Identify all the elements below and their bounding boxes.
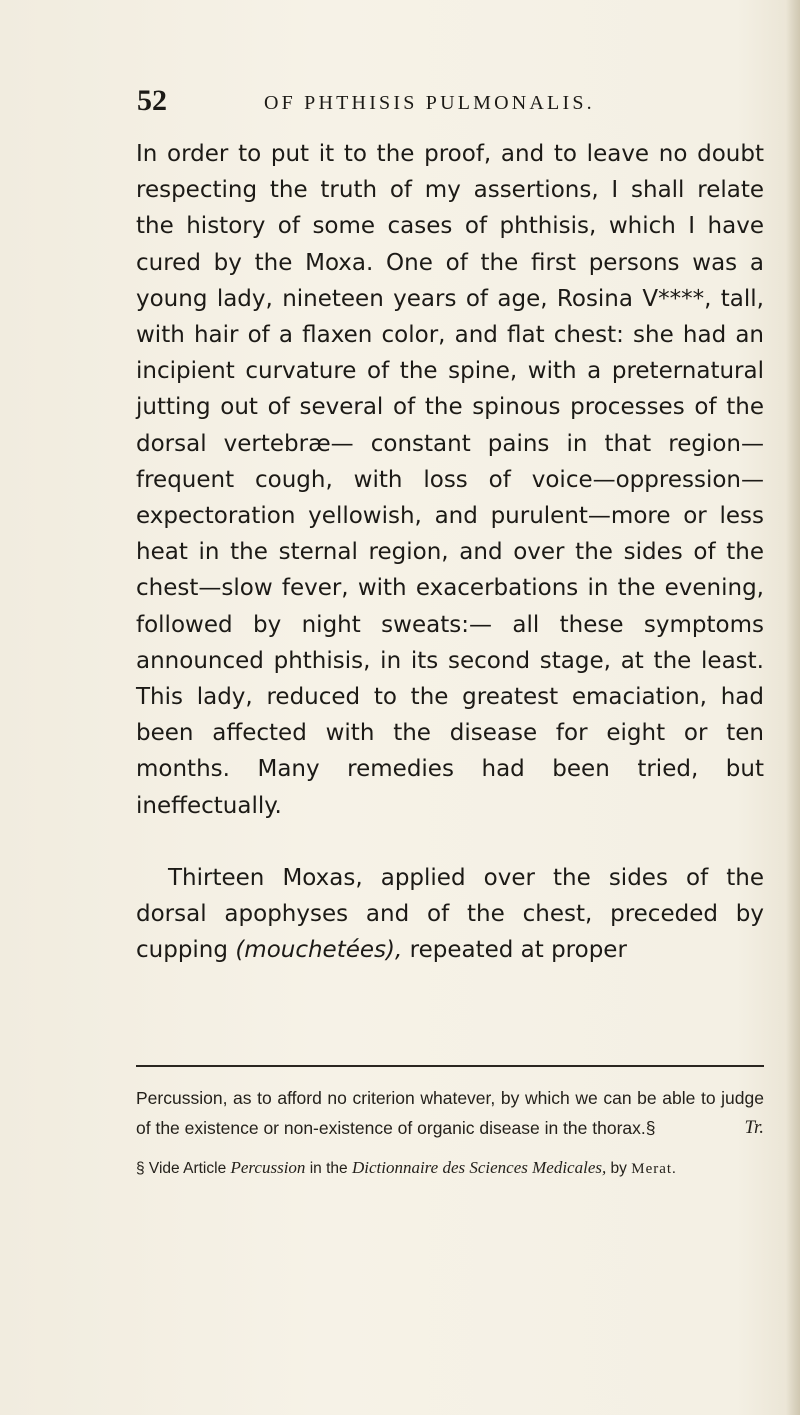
footnote-2-prefix: § Vide Article — [136, 1160, 231, 1177]
footnote-1-text: Percussion, as to afford no criterion whatever, by which we can be able to judge of the existence or non-existence of organic disease in the thorax.§ — [136, 1088, 764, 1138]
paragraph-2-text-end: repeated at proper — [402, 937, 627, 964]
footnote-2-mid: in the — [305, 1160, 352, 1177]
paragraph-2-italic-term: (mouchetées), — [235, 937, 403, 964]
footnote-1 — [136, 1083, 764, 1143]
translator-mark: Tr. — [744, 1117, 764, 1138]
page-number: 52 — [137, 84, 167, 117]
paragraph-2 — [136, 860, 764, 969]
footnote-2-dictionary-title: Dictionnaire des Sciences Medicales, — [351, 1158, 607, 1177]
paragraph-2-text-start: Thirteen Moxas, applied over the sides of the dorsal apophyses and of the chest, preceded by cupping — [136, 864, 764, 964]
footnote-2-article-title: Percussion — [230, 1158, 306, 1177]
footnotes — [136, 1083, 764, 1180]
footnote-2-author: Merat. — [631, 1161, 677, 1177]
footnote-2-by: by — [606, 1160, 632, 1177]
running-head: OF PHTHISIS PULMONALIS. — [264, 92, 595, 114]
page-edge-shadow — [786, 0, 800, 1415]
paragraph-1: In order to put it to the proof, and to leave no doubt respecting the truth of my assertions, I shall relate the history of some cases of phthisis, which I have cured by the Moxa. One of the first persons was a young lady, nineteen years of age, Rosina V****, tall, with hair of a flaxen color, and flat chest: she had an incipient curvature of the spine, with a preternatural jutting out of several of the spinous processes of the dorsal vertebræ— constant pains in that region— frequent cough, with loss of voice—oppression— expectoration yellowish, and purulent—more or less heat in the sternal region, and over the sides of the chest—slow fever, with exacerbations in the evening, followed by night sweats:— all these symptoms announced phthisis, in its second stage, at the least. This lady, reduced to the greatest emaciation, had been affected with the disease for eight or ten months. Many remedies had been tried, but ineffectually. — [136, 141, 764, 819]
footnote-2 — [136, 1157, 764, 1180]
page-header — [137, 84, 757, 124]
footnote-rule — [136, 1065, 764, 1067]
body-text — [136, 136, 764, 968]
